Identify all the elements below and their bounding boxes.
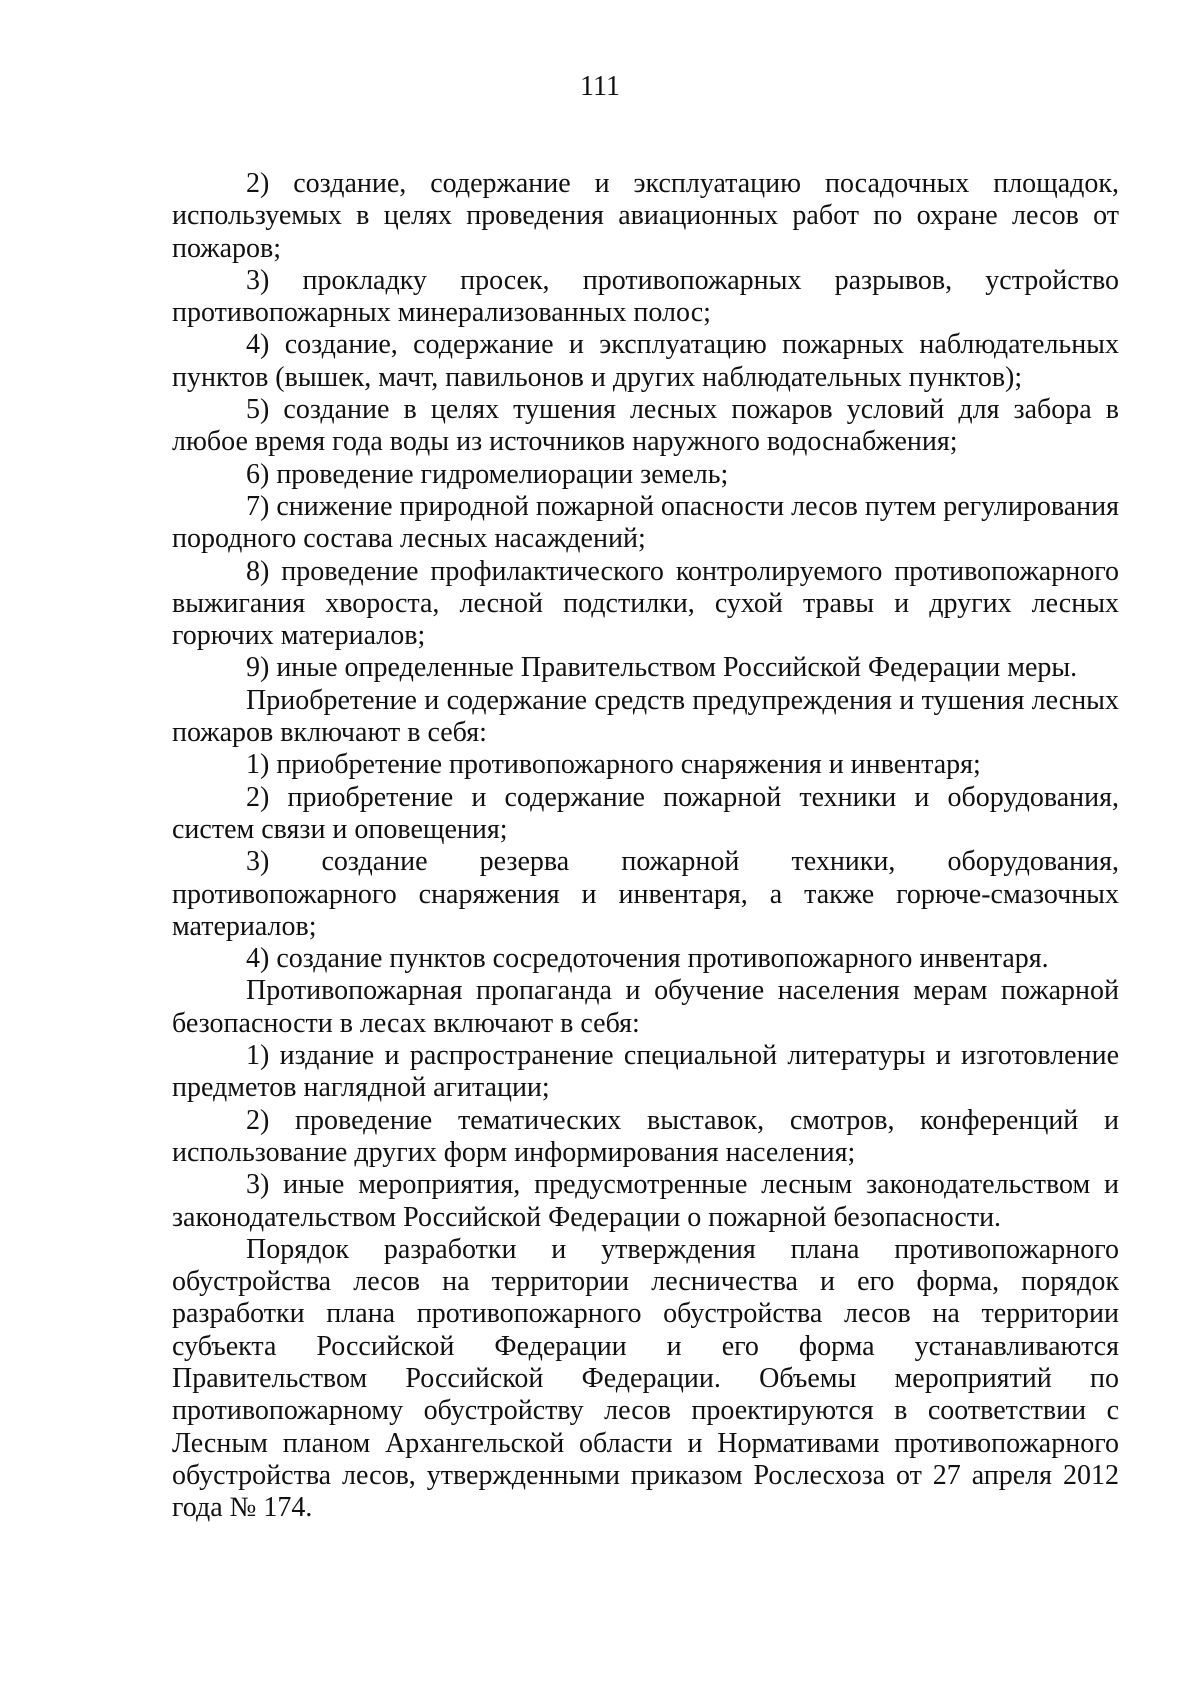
paragraph: 4) создание пунктов сосредоточения противопожарного инвентаря.	[246, 943, 1049, 975]
paragraph: 3) создание резерва пожарной техники, оборудования, противопожарного снаряжения и инвентаря, а также горюче-смазочных материалов;	[172, 846, 1119, 942]
page-number: 111	[580, 71, 620, 102]
paragraph: 2) проведение тематических выставок, смотров, конференций и использование других форм информирования населения;	[172, 1104, 1119, 1168]
paragraph: 2) создание, содержание и эксплуатацию посадочных площадок, используемых в целях проведения авиационных работ по охране лесов от пожаров;	[172, 168, 1119, 264]
document-body	[172, 168, 1119, 1524]
paragraph: 4) создание, содержание и эксплуатацию пожарных наблюдательных пунктов (вышек, мачт, павильонов и других наблюдательных пунктов);	[172, 329, 1119, 393]
paragraph: Порядок разработки и утверждения плана противопожарного обустройства лесов на территории лесничества и его форма, порядок разработки плана противопожарного обустройства лесов на территории субъекта Российской Федерации и его форма устанавливаются Правительством Российской Федерации. Объемы мероприятий по противопожарному обустройству лесов проектируются в соответствии с Лесным планом Архангельской области и Нормативами противопожарного обустройства лесов, утвержденными приказом Рослесхоза от 27 апреля 2012 года № 174.	[172, 1233, 1119, 1524]
paragraph: 7) снижение природной пожарной опасности лесов путем регулирования породного состава лесных насаждений;	[172, 490, 1119, 555]
paragraph: 1) издание и распространение специальной литературы и изготовление предметов наглядной агитации;	[172, 1040, 1119, 1104]
paragraph: Приобретение и содержание средств предупреждения и тушения лесных пожаров включают в себя:	[172, 684, 1119, 749]
paragraph: 8) проведение профилактического контролируемого противопожарного выжигания хвороста, лесной подстилки, сухой травы и других лесных горючих материалов;	[172, 555, 1119, 652]
paragraph: 3) иные мероприятия, предусмотренные лесным законодательством и законодательством Российской Федерации о пожарной безопасности.	[172, 1169, 1119, 1233]
paragraph: 2) приобретение и содержание пожарной техники и оборудования, систем связи и оповещения;	[172, 781, 1119, 845]
paragraph: 6) проведение гидромелиорации земель;	[246, 458, 729, 490]
paragraph: 5) создание в целях тушения лесных пожаров условий для забора в любое время года воды из источников наружного водоснабжения;	[172, 394, 1119, 458]
paragraph: Противопожарная пропаганда и обучение населения мерам пожарной безопасности в лесах включают в себя:	[172, 975, 1119, 1039]
paragraph: 9) иные определенные Правительством Российской Федерации меры.	[246, 652, 1078, 684]
paragraph: 1) приобретение противопожарного снаряжения и инвентаря;	[246, 749, 981, 781]
paragraph: 3) прокладку просек, противопожарных разрывов, устройство противопожарных минерализованных полос;	[172, 264, 1119, 329]
